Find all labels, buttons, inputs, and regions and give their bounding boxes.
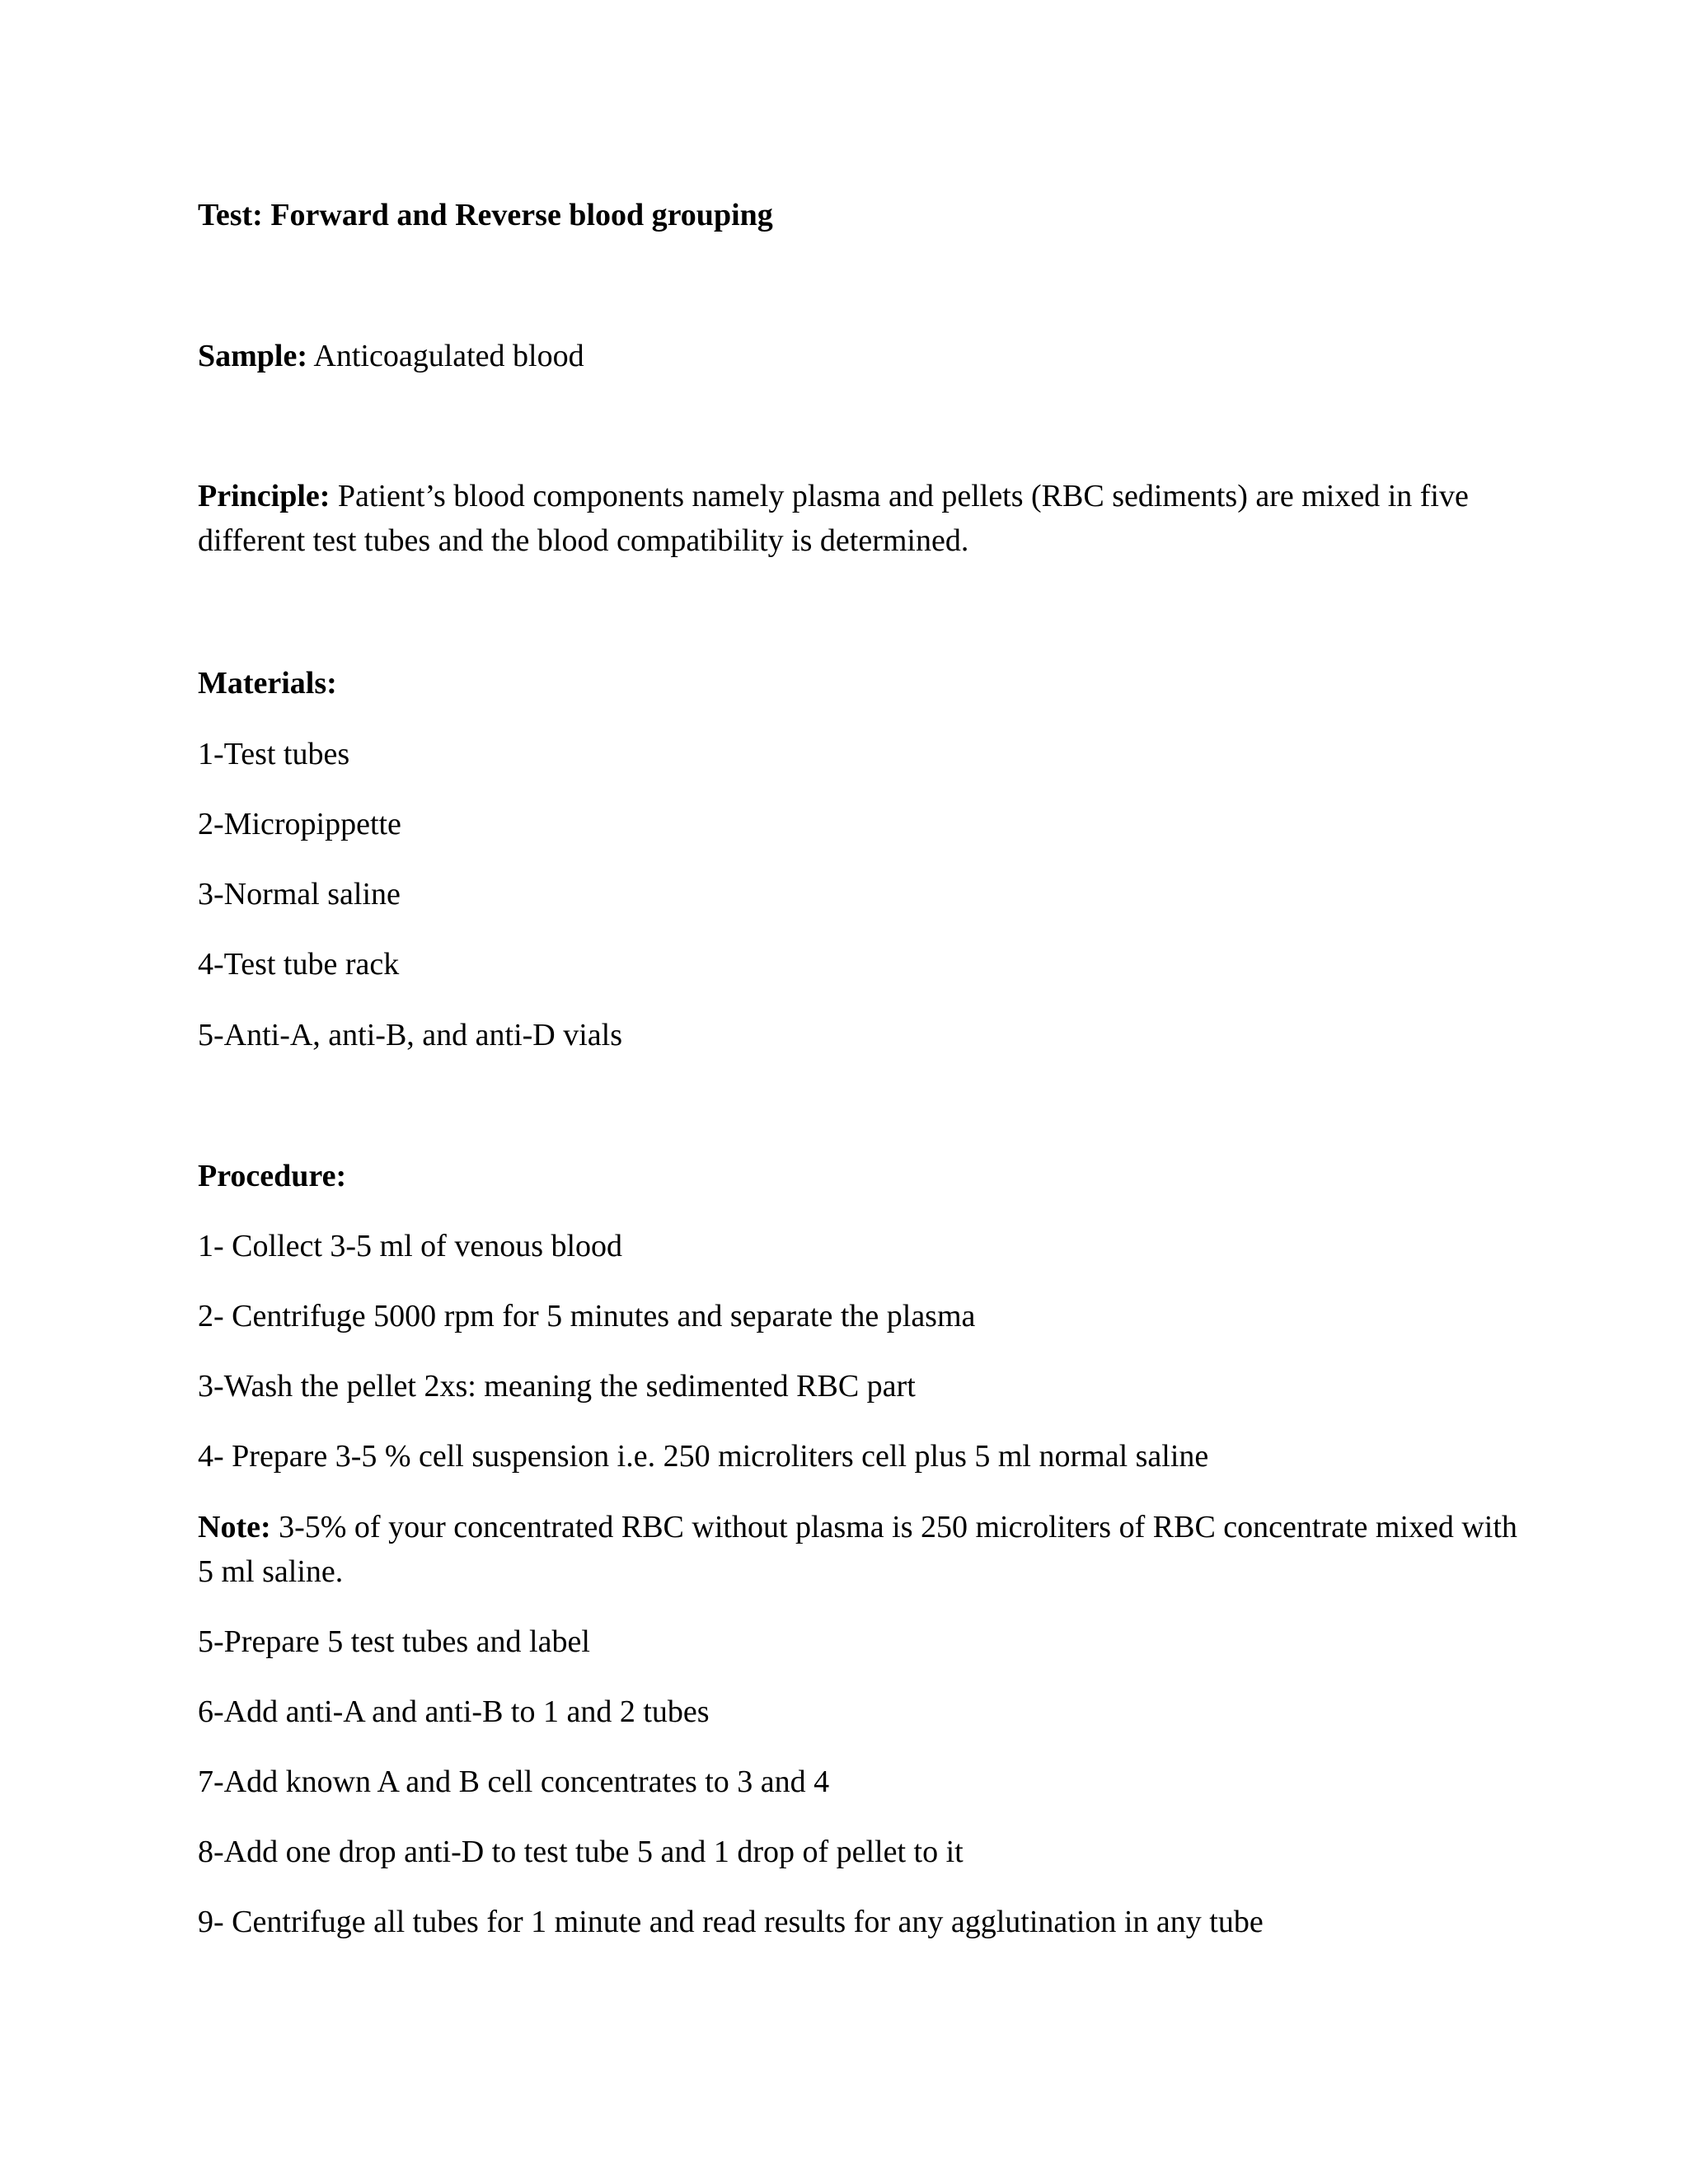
note-label: Note: bbox=[198, 1510, 271, 1544]
materials-item: 2-Micropippette bbox=[198, 807, 401, 841]
materials-item: 3-Normal saline bbox=[198, 877, 401, 912]
procedure-step: 8-Add one drop anti-D to test tube 5 and 1 drop of pellet to it bbox=[198, 1835, 964, 1869]
procedure-step: 9- Centrifuge all tubes for 1 minute and read results for any agglutination in any tube bbox=[198, 1905, 1264, 1939]
procedure-step: 2- Centrifuge 5000 rpm for 5 minutes and separate the plasma bbox=[198, 1299, 976, 1333]
materials-item: 5-Anti-A, anti-B, and anti-D vials bbox=[198, 1018, 623, 1052]
sample-label: Sample: bbox=[198, 339, 307, 373]
procedure-heading: Procedure: bbox=[198, 1159, 347, 1193]
procedure-step: 1- Collect 3-5 ml of venous blood bbox=[198, 1229, 623, 1263]
note-text: 3-5% of your concentrated RBC without plasma is 250 microliters of RBC concentrate mixed with 5 ml saline. bbox=[198, 1510, 1517, 1589]
materials-item: 4-Test tube rack bbox=[198, 947, 400, 982]
principle-label: Principle: bbox=[198, 479, 331, 513]
test-title: Test: Forward and Reverse blood grouping bbox=[198, 198, 773, 232]
procedure-step: 7-Add known A and B cell concentrates to 3 and 4 bbox=[198, 1765, 830, 1799]
principle-paragraph bbox=[198, 474, 1533, 563]
materials-heading: Materials: bbox=[198, 666, 337, 701]
materials-item: 1-Test tubes bbox=[198, 737, 350, 771]
sample-line bbox=[198, 334, 1533, 378]
sample-value: Anticoagulated blood bbox=[307, 339, 584, 373]
procedure-step: 4- Prepare 3-5 % cell suspension i.e. 250 microliters cell plus 5 ml normal saline bbox=[198, 1439, 1209, 1474]
procedure-note bbox=[198, 1505, 1533, 1594]
procedure-step: 6-Add anti-A and anti-B to 1 and 2 tubes bbox=[198, 1694, 710, 1729]
principle-text: Patient’s blood components namely plasma and pellets (RBC sediments) are mixed in five different test tubes and the blood compatibility is determined. bbox=[198, 479, 1469, 558]
procedure-step: 5-Prepare 5 test tubes and label bbox=[198, 1624, 590, 1659]
procedure-step: 3-Wash the pellet 2xs: meaning the sedimented RBC part bbox=[198, 1369, 916, 1404]
